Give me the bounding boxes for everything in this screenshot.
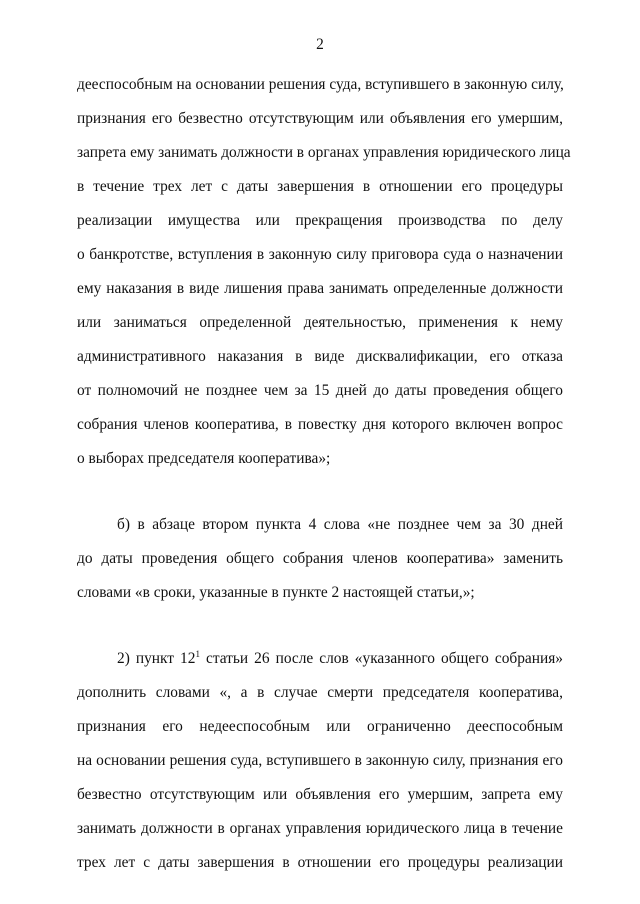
text-line: б) в абзаце втором пункта 4 слова «не позднее чем за 30 дней <box>117 516 563 533</box>
text-line: в течение трех лет с даты завершения в отношении его процедуры <box>77 178 563 195</box>
text-line: от полномочий не позднее чем за 15 дней до даты проведения общего <box>77 382 563 399</box>
text-line: до даты проведения общего собрания членов кооператива» заменить <box>77 550 563 567</box>
superscript: 1 <box>195 649 200 659</box>
text-line: признания его недееспособным или ограниченно дееспособным <box>77 718 563 735</box>
text-line: словами «в сроки, указанные в пункте 2 настоящей статьи,»; <box>77 584 475 601</box>
page-number: 2 <box>316 36 324 53</box>
text-line: о банкротстве, вступления в законную силу приговора суда о назначении <box>77 246 563 263</box>
text-line: собрания членов кооператива, в повестку дня которого включен вопрос <box>77 416 563 433</box>
text-line-with-superscript <box>77 648 563 682</box>
text-line: безвестно отсутствующим или объявления его умершим, запрета ему <box>77 786 563 803</box>
text-line: административного наказания в виде дисквалификации, его отказа <box>77 348 563 365</box>
text-line: ему наказания в виде лишения права занимать определенные должности <box>77 280 563 297</box>
text-line: дополнить словами «, а в случае смерти председателя кооператива, <box>77 684 563 701</box>
text-line: или заниматься определенной деятельностью, применения к нему <box>77 314 563 331</box>
document-body <box>77 74 571 886</box>
text-line: реализации имущества или прекращения производства по делу <box>77 212 563 229</box>
text-line: занимать должности в органах управления юридического лица в течение <box>77 820 563 837</box>
text-line: признания его безвестно отсутствующим или объявления его умершим, <box>77 110 563 127</box>
text-fragment: 2) пункт 12 <box>117 650 196 667</box>
text-line: о выборах председателя кооператива»; <box>77 450 331 467</box>
text-fragment: статьи 26 после слов «указанного общего собрания» <box>199 650 564 667</box>
text-line: трех лет с даты завершения в отношении его процедуры реализации <box>77 854 563 871</box>
text-line: на основании решения суда, вступившего в законную силу, признания его <box>77 752 563 769</box>
text-line: запрета ему занимать должности в органах управления юридического лица <box>77 144 571 161</box>
text-line: дееспособным на основании решения суда, вступившего в законную силу, <box>77 76 564 93</box>
